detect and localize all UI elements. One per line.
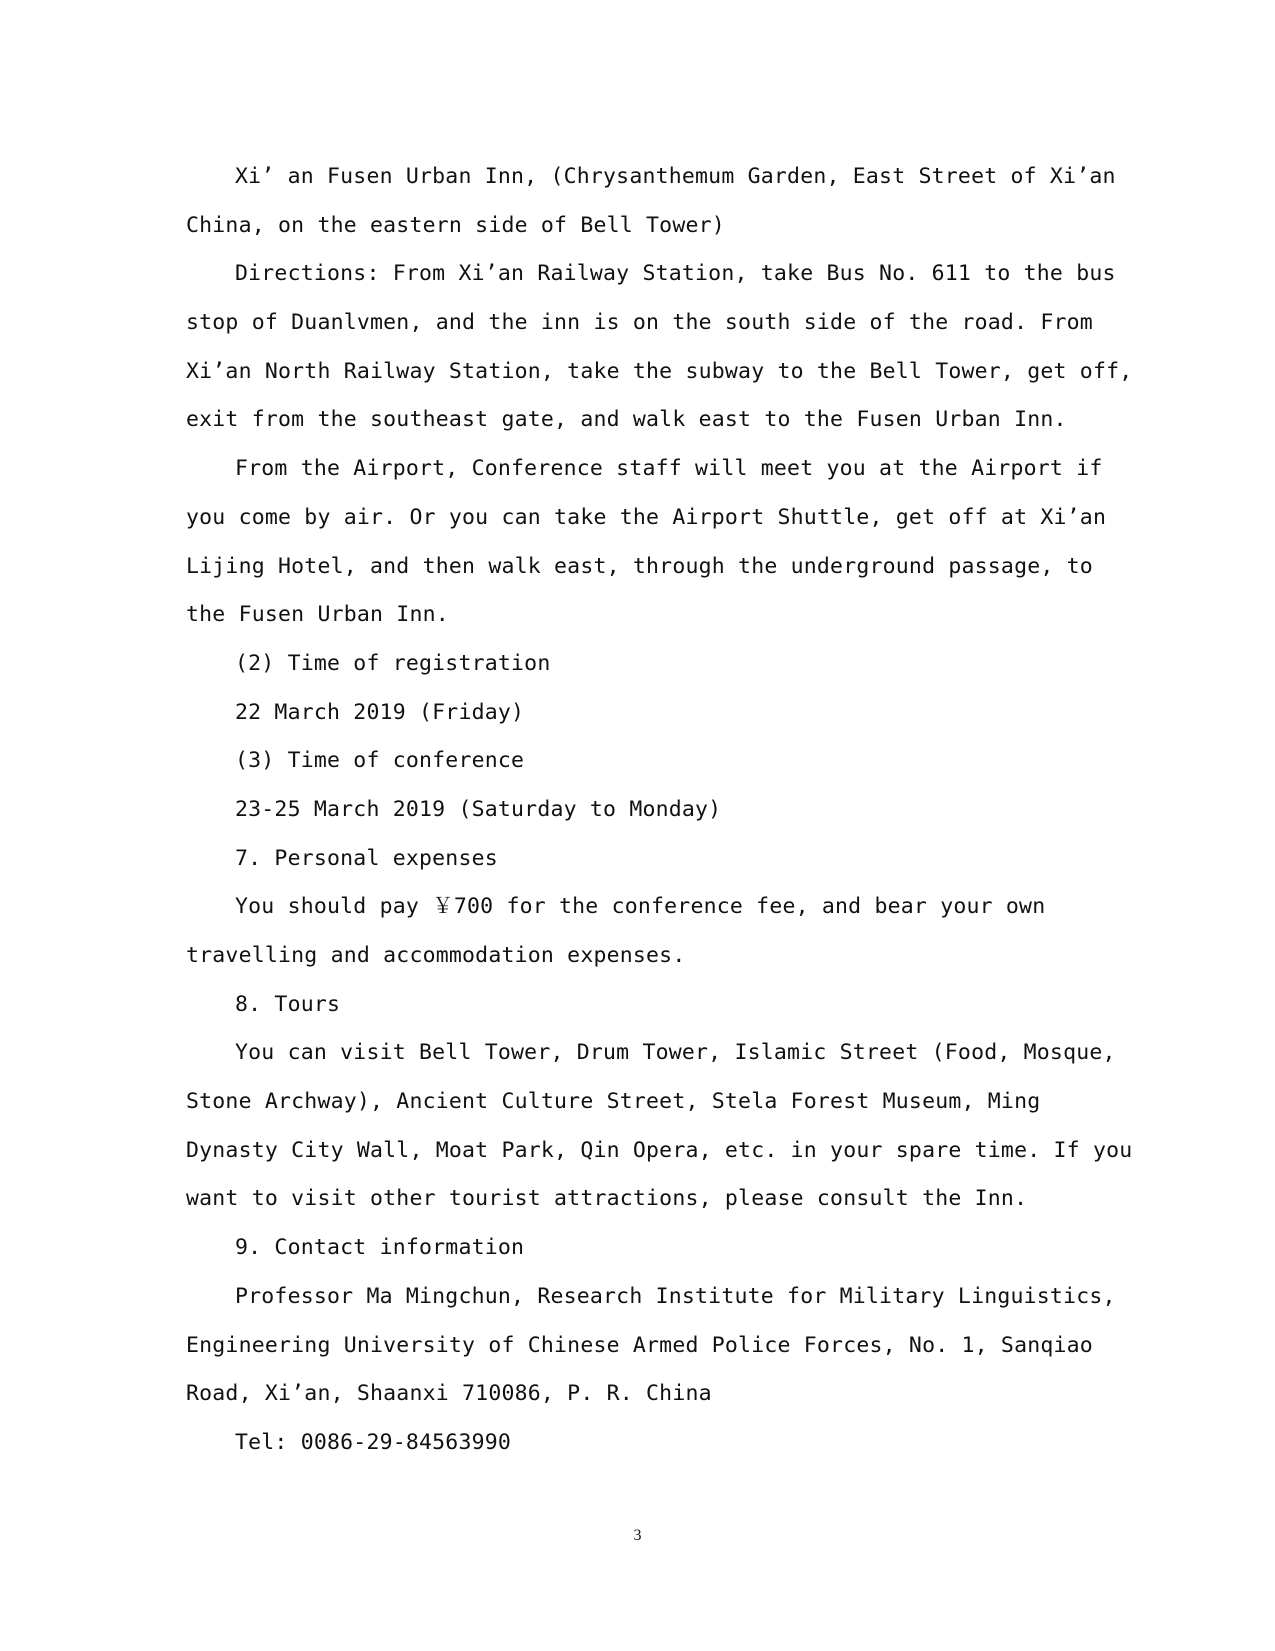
document-body [186, 153, 1133, 1468]
text-line: You can visit Bell Tower, Drum Tower, Islamic Street (Food, Mosque, [235, 1040, 1116, 1066]
section-heading: 8. Tours [235, 991, 341, 1017]
text-line: You should pay ￥700 for the conference fee, and bear your own [235, 894, 1046, 920]
text-line: Road, Xi’an, Shaanxi 710086, P. R. China [186, 1381, 712, 1407]
text-line: the Fusen Urban Inn. [186, 602, 449, 628]
page-number: 3 [633, 1527, 642, 1544]
text-line: China, on the eastern side of Bell Tower) [186, 212, 725, 238]
text-line: Xi’an North Railway Station, take the subway to the Bell Tower, get off, [186, 358, 1133, 384]
text-line: Engineering University of Chinese Armed Police Forces, No. 1, Sanqiao [186, 1332, 1093, 1358]
text-line: Tel: 0086-29-84563990 [235, 1429, 512, 1455]
section-heading: 7. Personal expenses [235, 845, 498, 871]
text-line: From the Airport, Conference staff will meet you at the Airport if [235, 456, 1103, 482]
section-heading: 9. Contact information [235, 1235, 525, 1261]
text-line: Lijing Hotel, and then walk east, through the underground passage, to [186, 553, 1093, 579]
text-line: Xi’ an Fusen Urban Inn, (Chrysanthemum Garden, East Street of Xi’an [235, 164, 1116, 189]
text-line: Professor Ma Mingchun, Research Institute for Military Linguistics, [235, 1283, 1116, 1309]
text-line: want to visit other tourist attractions, please consult the Inn. [186, 1186, 1028, 1212]
text-line: 23-25 March 2019 (Saturday to Monday) [235, 796, 722, 822]
text-line: exit from the southeast gate, and walk east to the Fusen Urban Inn. [186, 407, 1067, 433]
text-line: you come by air. Or you can take the Airport Shuttle, get off at Xi’an [186, 504, 1107, 530]
text-line: Stone Archway), Ancient Culture Street, Stela Forest Museum, Ming [186, 1089, 1041, 1115]
section-heading: (2) Time of registration [235, 650, 551, 676]
text-line: travelling and accommodation expenses. [186, 943, 686, 968]
text-line: stop of Duanlvmen, and the inn is on the south side of the road. From [186, 310, 1093, 336]
text-line: 22 March 2019 (Friday) [235, 699, 525, 725]
text-line: Directions: From Xi’an Railway Station, take Bus No. 611 to the bus [235, 261, 1116, 287]
section-heading: (3) Time of conference [235, 748, 525, 774]
text-line: Dynasty City Wall, Moat Park, Qin Opera, etc. in your spare time. If you [186, 1137, 1133, 1163]
